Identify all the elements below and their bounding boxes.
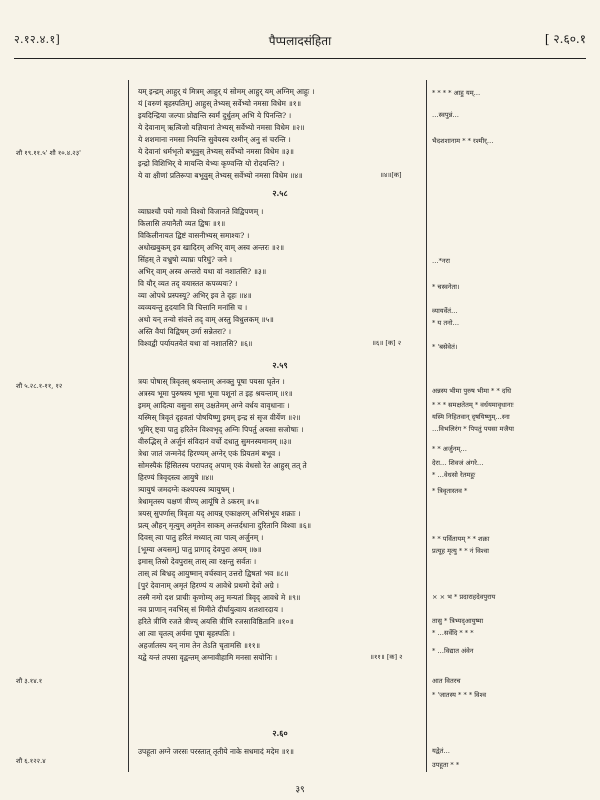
verse-line: यस्मिस् त्रिवृतं दृहवतां पोषयिष्णु इमम् इन्द्र सं सृज वीर्येण ॥२॥ [138,413,301,422]
verse-line: तस्मै नमो दश प्राचीः कृणोम्य् अनु मन्यतां त्रिवृद् आवधे मे ॥९॥ [138,593,301,602]
verse-line: [पुरं देवानाम् अमृतं हिरण्यं य आवेधे प्रथमो देवो अग्रे । [138,581,279,590]
verse-line: इयदिन्द्रिया जल्पाः प्रोद्यन्ति स्वर्मं दुर्धुतम् अभि ये पिनन्ति? । [138,111,292,120]
variant-note: …*नरा [432,257,450,265]
verse-line: ये देवानाम् ऋत्विजो यज्ञियानां तेभ्यस् सर्वेभ्यो नमसा विधेम ॥२॥ [138,123,305,132]
verse-line: ये वा क्षीणां प्रतिरूपा बभूवुस् तेभ्यस् सर्वेभ्यो नमसा विधेम ॥४॥ [138,171,303,180]
verse-line: अधोखबुकम् इव खादिरम् अभिर् वाम् अस्व अन्तरः ॥२॥ [138,243,285,252]
variant-note: * त्रिवृतास्तव * [432,487,468,495]
variant-note: यस्मि निहितवान् दृषयिष्णुम्…स्ना [432,413,510,421]
verse-line: किलासि तयानैतौ व्यत द्विषः ॥१॥ [138,219,226,228]
verse-line: व्या ओपधे प्रस्पस्यू? अभिर् इव ते दृहः ॥४॥ [138,291,252,300]
variant-note: * …वेधसो रेतमहुः [432,471,476,479]
verse-line: त्रयस् सुपर्णास् त्रिवृता यद् आयन्न् एकाक्षरम् अभिसंभूय शक्राः । [138,509,301,518]
verse-line: व्याघ्रश्चौ पयो गावो विश्वो विजानते विद्विपणम् । [138,207,264,216]
variant-note: * * अर्जुनम्… [432,445,467,453]
left-cross-reference: शौ ६.१२२.४ [16,757,46,765]
left-cross-reference: शौ ५.२८.१-११, १२ [16,382,63,390]
variant-note: * * पर्वितायम् * * शक्रा [432,535,490,543]
section-number: २.५८ [272,188,288,198]
variant-note: तासु * त्रिभ्यद्आयुष्मा [432,617,484,625]
variant-note: * * * * आहु यम्… [432,89,481,97]
verse-line: यम् इन्द्रम् आहुर् यं मित्रम् आहुर् यं सोमम् आहुर् यम् अग्निम् आहुः । [138,87,315,96]
verse-line: भूमिर् ष्ट्वा पातु हरितेन विश्वभृद् अग्निः पिपर्तु अयसा सजोषाः । [138,425,304,434]
variant-note: …स्वपुन्नं… [432,111,459,119]
verse-line: व्यव्ययन्तु हृदयानि वि चित्तानि मनांसि च । [138,303,248,312]
verse-end-mark: ॥६॥ [क] २ [372,339,402,347]
verse-line: [भूम्या अयसम्] पातु प्रागाद् देवपुरा अयम् ॥७॥ [138,545,262,554]
variant-note: * 'जातस्य * * * विश्व [432,691,487,699]
verse-line: इमम् आदित्या वसुना सम् उक्षतेमम् अग्ने वर्धय वावृधानाः । [138,401,290,410]
verse-line: त्रेधामृतस्य चक्षणं त्रीण्य् आयूंषि ते ऽकरम् ॥५॥ [138,497,260,506]
variant-note: * * * समक्षतेतम् * वर्धयमावृधानाः [432,401,514,409]
verse-line: दिवस् त्वा पातु हरितं मध्यात् त्वा पात्व् अर्जुनम् । [138,533,264,542]
verse-line: प्रत्य् औहन् मृत्युम् अमृतेन साकम् अन्तर्दधाना दुरितानि विश्वा ॥६॥ [138,521,312,530]
section-number: २.५९ [272,360,288,370]
verse-line: त्र्यायुषं जमदग्नेः कश्यपस्य त्र्यायुषम् । [138,485,235,494]
verse-line: यद्वे यन्तं तपसा वृद्वन्तम् अग्नावीहामि मनसा सयोनिः । [138,653,278,662]
verse-line: ये देवानां धर्मभृतो बभूवुस् तेभ्यस् सर्वेभ्यो नमसा विधेम ॥३॥ [138,147,294,156]
variant-note: अन्नस्य भीमा पुरुष भीमा * * दधि [432,387,512,395]
variant-note: * 'बसेवेतं। [432,343,458,351]
verse-line: सिंहस् ते वभ्रुषो व्याघ्रः परिघुं? जने । [138,255,233,264]
verse-line: वीरुद्भिस् ते अर्जुनं संविदानं वर्चो दधातु सुमनस्यमानम् ॥३॥ [138,437,292,446]
left-cross-reference: शौ ३.१४.१ [16,677,43,685]
variant-note: * य तनो… [432,319,460,327]
header-left-reference: २.१२.४.१] [14,33,61,46]
variant-note: भैदशशानाम * * रश्मीर्… [432,137,494,145]
verse-line: विश्वद्वी पर्यायतयेतं यथा वां नशातसि? ॥६॥ [138,339,253,348]
verse-line: ये शशमाना नमसा नियन्ति सुवेयस्य रश्मीन् अनु सं चरन्ति । [138,135,291,144]
variant-note: व्यायर्वेतं… [432,307,458,315]
verse-line: अत्रस्य भूमा पुरुषस्य भूमा भूमा पशूनां त इह श्रयन्ताम् ॥१॥ [138,389,293,398]
variant-note: …विभलिरंग * पिपतुं पयसा मजैया [432,425,514,433]
verse-end-mark: ॥४॥[क] [380,171,402,179]
verse-line: यं [वरुणं बृहस्पतिम्] आहुस् तेभ्यस् सर्वेभ्यो नमसा विधेम ॥१॥ [138,99,302,108]
variant-note: प्रत्यूह मृत्यु * * नं विश्वा [432,547,489,555]
variant-note: × × भ * प्रदाराहदेवपुराय [432,593,496,601]
page-number: ३९ [295,785,305,795]
verse-end-mark: ॥११॥ [क] २ [370,653,403,661]
verse-line: वि यौर् व्यत तद् वयास्तत कपव्ययः? । [138,279,238,288]
verse-line: नव प्राणान् नवभिस् सं मिमीते दीर्घायुत्वाय शतशारदाय । [138,605,284,614]
header-right-reference: [ २.६०.१ [544,32,586,46]
section-number: २.६० [272,728,288,738]
variant-note: यद्वेतं… [432,747,450,755]
header-rule [14,58,586,59]
left-column-divider [128,80,129,772]
verse-line: आ त्वा चृतत्व् अर्यमा पूषा बृहस्पतिः । [138,629,235,638]
verse-line: अथो यन् तन्वो संवत्ते तद् वाम् अस्तु विधुलकम् ॥५॥ [138,315,274,324]
variant-note: * …विद्यात अंवेन [432,647,474,655]
verse-line: हरिते त्रीणि रजते त्रीण्य् अयसि त्रीणि रजसाविष्ठितानि ॥१०॥ [138,617,294,626]
header-title: पैप्पलादसंहिता [268,34,332,48]
verse-line: हिरण्यं त्रिवृदस्त्व आयुषे ॥४॥ [138,473,214,482]
running-header [14,30,586,52]
variant-note: आत वितरच [432,677,461,685]
variant-note: उपहूता * * [432,761,460,769]
variant-note: * …सर्वेदि * * * [432,629,474,637]
verse-line: अस्ति वैयां विद्विषम् उर्मा सन्नेतरा? । [138,327,232,336]
verse-line: तास् त्वं बिभ्रद् आयुष्मान् वर्चस्वान् उत्तरो द्विषतां भव ॥८॥ [138,569,289,578]
verse-line: विकिलीनायत द्विष्टं वासनीभ्यस् समाश्यः? । [138,231,250,240]
verse-line: सोमस्यैकं हिंसितस्य परापतद् अपाम् एकं वेधसो रेत आहुस् तत् ते [138,461,307,470]
verse-line: अभिर् वाम् अस्व अन्तरो यथा वां नशातसि? ॥३॥ [138,267,267,276]
verse-line: त्रयः पोषास् त्रिवृतस् श्रयन्ताम् अनक्तु पूषा पयसा घृतेन । [138,377,285,386]
verse-line: इमास् तिस्रो देवपुरास् तास् त्वा रक्षन्तु सर्वतः । [138,557,257,566]
verse-line: इन्द्रो विशिभिर् ये मायन्ति येभ्यः कृण्वन्ति यो रोदयन्ति? । [138,159,285,168]
left-cross-reference: शौ १९.११.५' शौ १०.४.२३' [16,149,81,157]
verse-line: अहर्जातस्य यन् नाम तेन तेऽति चृतामसि ॥११॥ [138,641,261,650]
variant-note: * चस्वनेता। [432,283,460,291]
verse-line: त्रेधा जातं जन्मनेदं हिरण्यम् अग्नेर् एकं प्रियतमं बभूव । [138,449,281,458]
right-column-divider [426,80,427,772]
variant-note: देरा… शिवजं अंगरे… [432,459,484,467]
verse-line: उपहूता अग्ने जरसः परस्तात् तृतीये नाके सधमादं मदेम ॥१॥ [138,747,294,756]
